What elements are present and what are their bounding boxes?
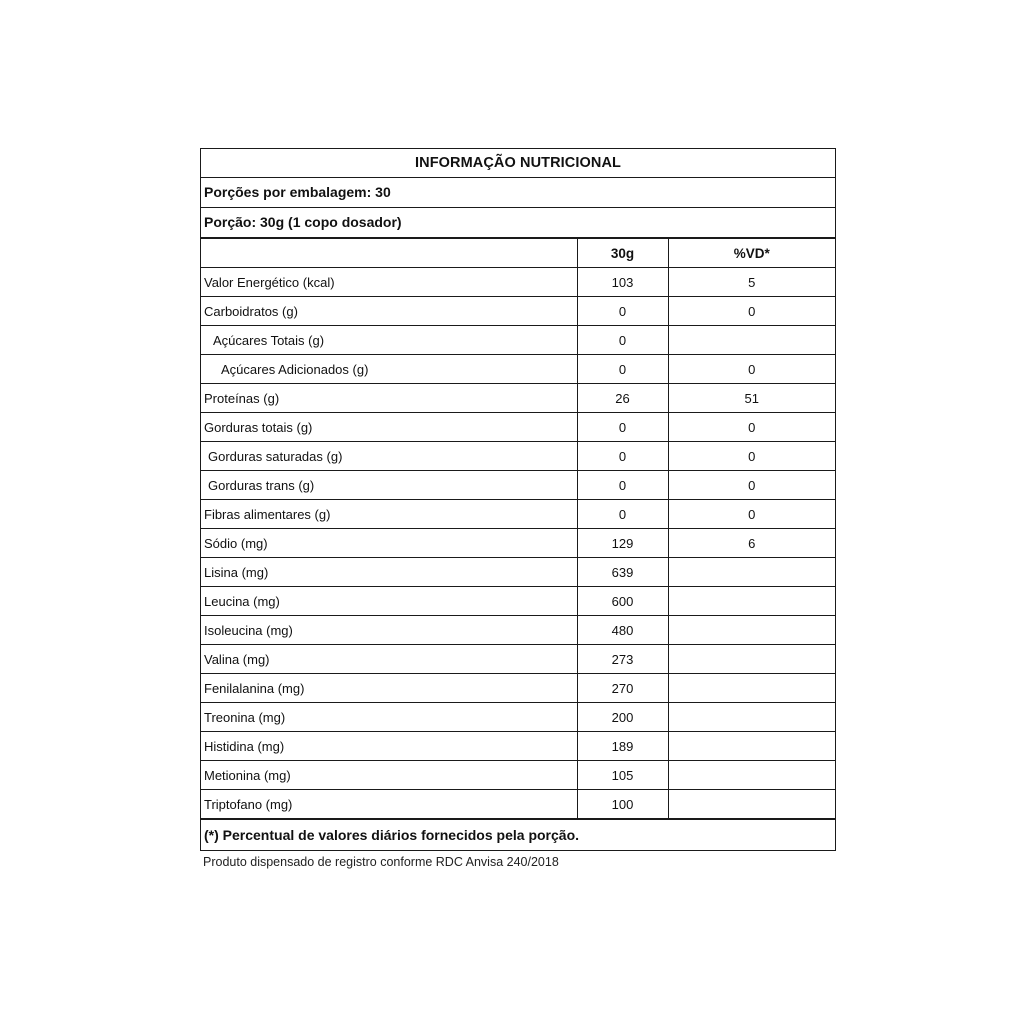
nutrient-amount: 26 [577, 384, 668, 413]
table-header-row [201, 239, 835, 268]
servings-per-package: Porções por embalagem: 30 [201, 178, 835, 208]
nutrient-daily-value [668, 326, 835, 355]
nutrient-amount: 0 [577, 413, 668, 442]
table-row [201, 558, 835, 587]
nutrient-daily-value: 5 [668, 268, 835, 297]
table-row [201, 529, 835, 558]
nutrients-table [201, 239, 835, 818]
nutrient-daily-value: 0 [668, 355, 835, 384]
nutrient-amount: 129 [577, 529, 668, 558]
nutrient-daily-value [668, 761, 835, 790]
label-title: INFORMAÇÃO NUTRICIONAL [201, 149, 835, 178]
nutrient-daily-value [668, 790, 835, 819]
footnote: (*) Percentual de valores diários fornecidos pela porção. [201, 818, 835, 850]
nutrient-name: Leucina (mg) [201, 587, 577, 616]
table-row [201, 442, 835, 471]
nutrition-label [200, 148, 836, 869]
nutrient-name: Carboidratos (g) [201, 297, 577, 326]
nutrient-amount: 189 [577, 732, 668, 761]
nutrient-amount: 639 [577, 558, 668, 587]
nutrient-amount: 0 [577, 355, 668, 384]
table-row [201, 384, 835, 413]
table-row [201, 645, 835, 674]
nutrient-name: Histidina (mg) [201, 732, 577, 761]
nutrient-amount: 273 [577, 645, 668, 674]
table-row [201, 413, 835, 442]
nutrient-amount: 0 [577, 297, 668, 326]
nutrient-name: Triptofano (mg) [204, 796, 293, 812]
table-row [201, 761, 835, 790]
nutrient-daily-value [668, 587, 835, 616]
registration-disclaimer: Produto dispensado de registro conforme RDC Anvisa 240/2018 [203, 855, 559, 869]
nutrient-name: Metionina (mg) [201, 761, 577, 790]
table-row [201, 297, 835, 326]
nutrient-amount: 100 [577, 790, 668, 819]
nutrient-amount: 0 [577, 326, 668, 355]
nutrient-rows [201, 268, 835, 819]
nutrition-table-box [200, 148, 836, 851]
nutrient-name: Fenilalanina (mg) [201, 674, 577, 703]
table-row [201, 674, 835, 703]
nutrient-name: Açúcares Totais (g) [201, 326, 577, 355]
nutrient-name: Gorduras totais (g) [201, 413, 577, 442]
table-row [201, 616, 835, 645]
table-row [201, 326, 835, 355]
nutrient-daily-value [668, 732, 835, 761]
nutrient-daily-value [668, 703, 835, 732]
nutrient-name: Gorduras saturadas (g) [201, 442, 577, 471]
serving-size: Porção: 30g (1 copo dosador) [201, 208, 835, 239]
nutrient-name: Fibras alimentares (g) [201, 500, 577, 529]
nutrient-amount: 105 [577, 761, 668, 790]
header-daily-value: %VD* [668, 239, 835, 268]
table-row [201, 471, 835, 500]
nutrient-amount: 270 [577, 674, 668, 703]
nutrient-name: Valina (mg) [201, 645, 577, 674]
nutrient-name: Gorduras trans (g) [201, 471, 577, 500]
table-row [201, 268, 835, 297]
nutrient-daily-value: 0 [668, 297, 835, 326]
table-row [201, 500, 835, 529]
nutrient-daily-value: 0 [668, 500, 835, 529]
nutrient-daily-value [668, 558, 835, 587]
nutrient-amount: 600 [577, 587, 668, 616]
table-row [201, 790, 835, 819]
nutrient-amount: 0 [577, 442, 668, 471]
nutrient-amount: 480 [577, 616, 668, 645]
header-nutrient [201, 239, 577, 268]
table-row [201, 587, 835, 616]
nutrient-amount: 0 [577, 500, 668, 529]
table-row [201, 355, 835, 384]
nutrient-daily-value: 0 [668, 471, 835, 500]
nutrient-name: Treonina (mg) [201, 703, 577, 732]
nutrient-daily-value: 0 [668, 413, 835, 442]
nutrient-amount: 0 [577, 471, 668, 500]
nutrient-amount: 103 [577, 268, 668, 297]
nutrient-daily-value: 0 [668, 442, 835, 471]
nutrient-daily-value: 6 [668, 529, 835, 558]
nutrient-name: Lisina (mg) [201, 558, 577, 587]
nutrient-name: Proteínas (g) [201, 384, 577, 413]
table-row [201, 703, 835, 732]
nutrient-daily-value [668, 616, 835, 645]
nutrient-daily-value: 51 [668, 384, 835, 413]
nutrient-daily-value [668, 645, 835, 674]
table-row [201, 732, 835, 761]
nutrient-name: Valor Energético (kcal) [201, 268, 577, 297]
nutrient-daily-value [668, 674, 835, 703]
nutrient-amount: 200 [577, 703, 668, 732]
nutrient-name: Açúcares Adicionados (g) [201, 355, 577, 384]
nutrient-name: Isoleucina (mg) [201, 616, 577, 645]
nutrient-name: Sódio (mg) [201, 529, 577, 558]
header-amount: 30g [577, 239, 668, 268]
